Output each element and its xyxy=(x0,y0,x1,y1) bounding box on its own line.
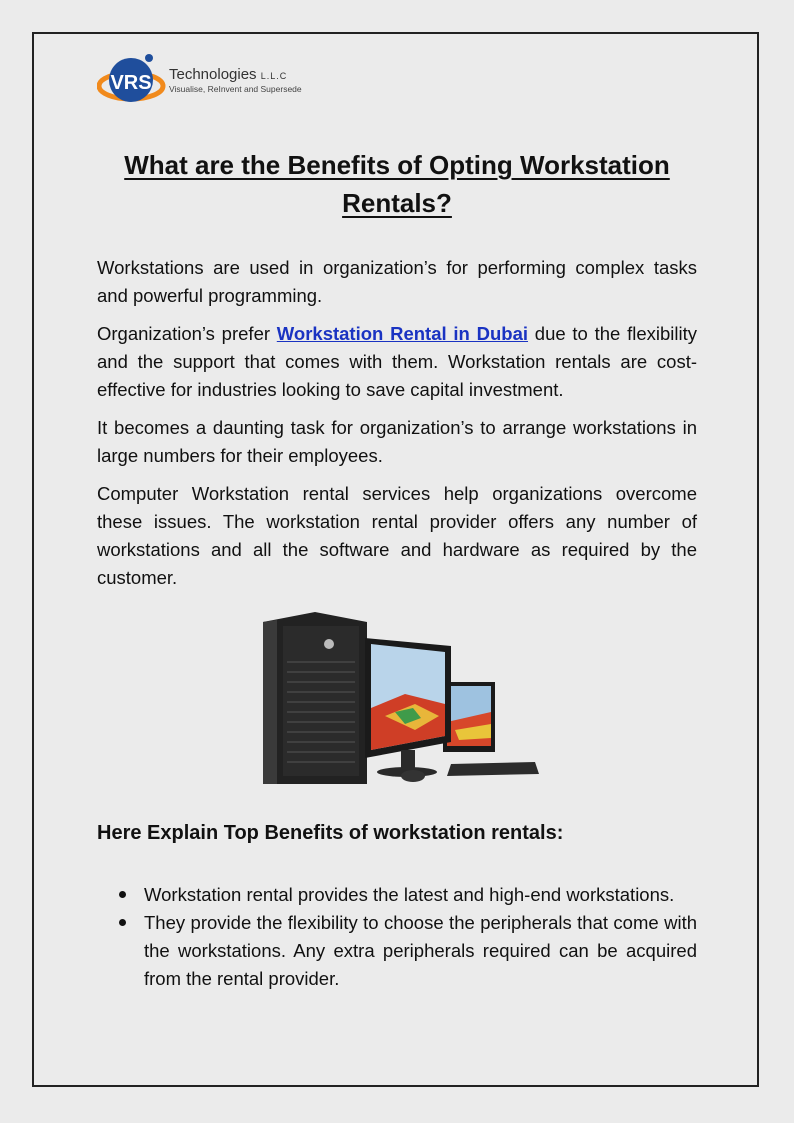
logo-name xyxy=(169,66,287,83)
paragraph-3: It becomes a daunting task for organization’s to arrange workstations in large numbers for their employees. xyxy=(97,417,697,466)
list-item-text: Workstation rental provides the latest and high-end workstations. xyxy=(144,884,675,905)
paragraph-2 xyxy=(97,320,697,404)
list-item xyxy=(97,909,697,993)
logo-company-name: Technologies xyxy=(169,66,257,83)
logo-mark-text: VRS xyxy=(110,72,152,94)
logo-llc: L.L.C xyxy=(260,71,288,81)
body-content xyxy=(97,254,697,602)
workstation-image xyxy=(255,612,541,788)
benefits-heading: Here Explain Top Benefits of workstation rentals: xyxy=(97,822,564,844)
company-logo xyxy=(97,50,327,110)
list-item xyxy=(97,881,697,909)
bullet-icon xyxy=(119,891,126,898)
paragraph-2-end: due to the flexibility and the support that comes with them. Workstation rentals are cost-effective for industries looking to save capital investment. xyxy=(97,323,697,400)
paragraph-2-start: Organization’s prefer xyxy=(97,323,277,344)
page-title: What are the Benefits of Opting Workstation Rentals? xyxy=(124,150,670,218)
logo-mark-icon xyxy=(97,50,167,110)
paragraph-4: Computer Workstation rental services help organizations overcome these issues. The workstation rental provider offers any number of workstations and all the software and hardware as required by the customer. xyxy=(97,483,697,588)
paragraph-1: Workstations are used in organization’s for performing complex tasks and powerful programming. xyxy=(97,257,697,306)
bullet-icon xyxy=(119,919,126,926)
workstation-rental-dubai-link[interactable]: Workstation Rental in Dubai xyxy=(276,323,529,344)
list-item-text: They provide the flexibility to choose the peripherals that come with the workstations. Any extra peripherals required can be acquired from the rental provider. xyxy=(144,912,697,989)
logo-tagline: Visualise, ReInvent and Supersede xyxy=(169,84,302,94)
benefits-list xyxy=(97,881,697,993)
